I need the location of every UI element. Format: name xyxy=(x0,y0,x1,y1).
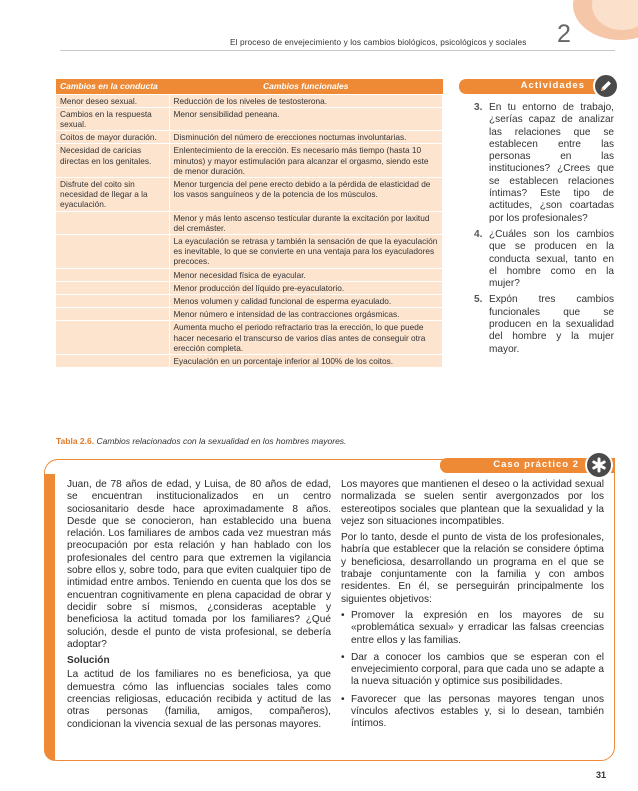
table-cell: Menor sensibilidad peneana. xyxy=(169,107,443,130)
table-header-row xyxy=(56,79,443,94)
objective-bullet xyxy=(341,694,604,731)
table-cell xyxy=(56,321,169,355)
table-caption xyxy=(56,436,346,446)
activity-item xyxy=(474,294,614,355)
table-row xyxy=(56,281,443,294)
solution-paragraph: La actitud de los familiares no es beneficiosa, ya que demuestra cómo las influencias sociales tales como creencias religiosas, educación recibida y actitud de las otras personas (familia, amigos, compañeros), condicionan la vivencia sexual de las personas mayores. xyxy=(67,669,331,730)
column-header-functional: Cambios funcionales xyxy=(169,79,443,94)
case-study-title: Caso práctico 2 xyxy=(493,459,579,470)
solution-paragraph: Por lo tanto, desde el punto de vista de los profesionales, habría que establecer que la relación se considere óptima y beneficiosa, desarrollando un programa en el que se trabaje conjuntamente con la familia y con ambos residentes. En él, se perseguirán principalmente los siguientes objetivos: xyxy=(341,532,604,605)
table-row xyxy=(56,211,443,234)
table-cell xyxy=(56,268,169,281)
activity-item xyxy=(474,229,614,290)
table-cell: Menor número e intensidad de las contracciones orgásmicas. xyxy=(169,308,443,321)
objective-text: Dar a conocer los cambios que se esperan con el envejecimiento corporal, para que cada uno se adapte a la nueva situación y optimice sus posibilidades. xyxy=(351,651,604,688)
solution-paragraph: Los mayores que mantienen el deseo o la actividad sexual normalizada se suelen sentir avergonzados por los estereotipos sociales que plantean que la sexualidad y la vejez son situaciones incompatibles. xyxy=(341,479,604,527)
table-cell: Coitos de mayor duración. xyxy=(56,131,169,144)
table-cell: Menor y más lento ascenso testicular durante la excitación por laxitud del cremáster. xyxy=(169,211,443,234)
table-caption-label: Tabla 2.6. xyxy=(56,436,95,446)
table-cell: Menor producción del líquido pre-eyaculatorio. xyxy=(169,281,443,294)
objective-bullet xyxy=(341,610,604,647)
table-caption-text: Cambios relacionados con la sexualidad en los hombres mayores. xyxy=(96,436,347,446)
table-cell xyxy=(56,308,169,321)
asterisk-icon xyxy=(585,451,613,479)
solution-heading: Solución xyxy=(67,655,110,667)
table-cell: Menor deseo sexual. xyxy=(56,94,169,107)
objective-text: Favorecer que las personas mayores tengan unos vínculos afectivos estables y, si lo desean, también íntimos. xyxy=(351,693,604,730)
case-study-side-bar xyxy=(44,474,55,761)
objective-text: Promover la expresión en los mayores de su «problemática sexual» y erradicar las falsas creencias entre ellos y las familias. xyxy=(351,609,604,646)
activity-number: 4. xyxy=(474,228,483,240)
activity-item xyxy=(474,102,614,225)
table-row xyxy=(56,94,443,107)
activity-text: En tu entorno de trabajo, ¿serías capaz de analizar las relaciones que se establecen entre las personas en las instituciones? ¿Crees que se establecen relaciones íntimas? Este tipo de actitudes, ¿son coartadas por los profesionales? xyxy=(489,102,614,224)
activity-text: ¿Cuáles son los cambios que se producen en la conducta sexual, tanto en el hombre como en la mujer? xyxy=(489,228,614,290)
corner-decoration xyxy=(568,0,638,48)
activity-number: 5. xyxy=(474,294,483,306)
header-divider xyxy=(60,50,615,51)
activities-title: Actividades xyxy=(520,80,585,91)
table-cell: Reducción de los niveles de testosterona. xyxy=(169,94,443,107)
table-cell: Aumenta mucho el periodo refractario tras la erección, lo que puede hacer necesario el transcurso de varios días antes de conseguir otra erección completa. xyxy=(169,321,443,355)
case-study-header xyxy=(440,458,615,473)
chapter-number: 2 xyxy=(557,20,571,48)
table-cell: Eyaculación en un porcentaje inferior al 100% de los coitos. xyxy=(169,354,443,367)
table-cell: Cambios en la respuesta sexual. xyxy=(56,107,169,130)
table-cell: Disfrute del coito sin necesidad de llegar a la eyaculación. xyxy=(56,177,169,211)
table-cell xyxy=(56,294,169,307)
case-study-right-column xyxy=(341,479,604,736)
running-header: El proceso de envejecimiento y los cambios biológicos, psicológicos y sociales xyxy=(230,37,527,47)
table-row xyxy=(56,321,443,355)
table-cell xyxy=(56,211,169,234)
table-cell: Disminución del número de erecciones nocturnas involuntarias. xyxy=(169,131,443,144)
table-cell: Menor necesidad física de eyacular. xyxy=(169,268,443,281)
activity-text: Expón tres cambios funcionales que se producen en la sexualidad del hombre y la mujer mayor. xyxy=(489,294,614,355)
sexuality-changes-table xyxy=(56,79,443,367)
table-cell xyxy=(56,354,169,367)
table-cell: Menor turgencia del pene erecto debido a la pérdida de elasticidad de los vasos sanguíneos y de la potencia de los músculos. xyxy=(169,177,443,211)
bullet-dot: • xyxy=(341,609,345,621)
table-row xyxy=(56,107,443,130)
table-row xyxy=(56,234,443,268)
bullet-dot: • xyxy=(341,693,345,705)
table-row xyxy=(56,144,443,178)
table-row xyxy=(56,177,443,211)
bullet-dot: • xyxy=(341,651,345,663)
case-intro: Juan, de 78 años de edad, y Luisa, de 80 años de edad, se encuentran institucionalizados en un centro sociosanitario desde hace aproximadamente 8 años. Desde que se conocieron, han establecido una buena relación. Los familiares de ambos cada vez muestran más preocupación por esta relación y han hablado con los profesionales del centro para que extremen la vigilancia sobre ellos y, sobre todo, para que eviten cualquier tipo de intimidad entre ambos. Teniendo en cuenta que los dos se encuentran cognitivamente en plena capacidad de obrar y decidir sobre sí mismos, ¿consideras aceptable y beneficiosa la actitud tomada por los familiares? ¿Qué solución, desde el punto de vista profesional, se debería adoptar? xyxy=(67,479,331,650)
table-cell xyxy=(56,234,169,268)
table-cell: Enlentecimiento de la erección. Es necesario más tiempo (hasta 10 minutos) y mayor estimulación para alcanzar el orgasmo, siendo este de menor duración. xyxy=(169,144,443,178)
activity-number: 3. xyxy=(474,102,483,113)
pencil-icon xyxy=(593,73,619,99)
case-study-left-column xyxy=(67,479,331,735)
table-cell xyxy=(56,281,169,294)
table-cell: Menos volumen y calidad funcional de esperma eyaculado. xyxy=(169,294,443,307)
table-cell: Necesidad de caricias directas en los genitales. xyxy=(56,144,169,178)
activities-header xyxy=(459,79,613,94)
table-row xyxy=(56,268,443,281)
page-number: 31 xyxy=(596,770,607,780)
activities-list xyxy=(474,102,614,360)
table-row xyxy=(56,131,443,144)
table-row xyxy=(56,294,443,307)
table-row xyxy=(56,354,443,367)
table-row xyxy=(56,308,443,321)
objective-bullet xyxy=(341,652,604,689)
column-header-behavior: Cambios en la conducta xyxy=(56,79,169,94)
table-cell: La eyaculación se retrasa y también la sensación de que la eyaculación es inevitable, lo que se convierte en una ventaja para los eyaculadores precoces. xyxy=(169,234,443,268)
